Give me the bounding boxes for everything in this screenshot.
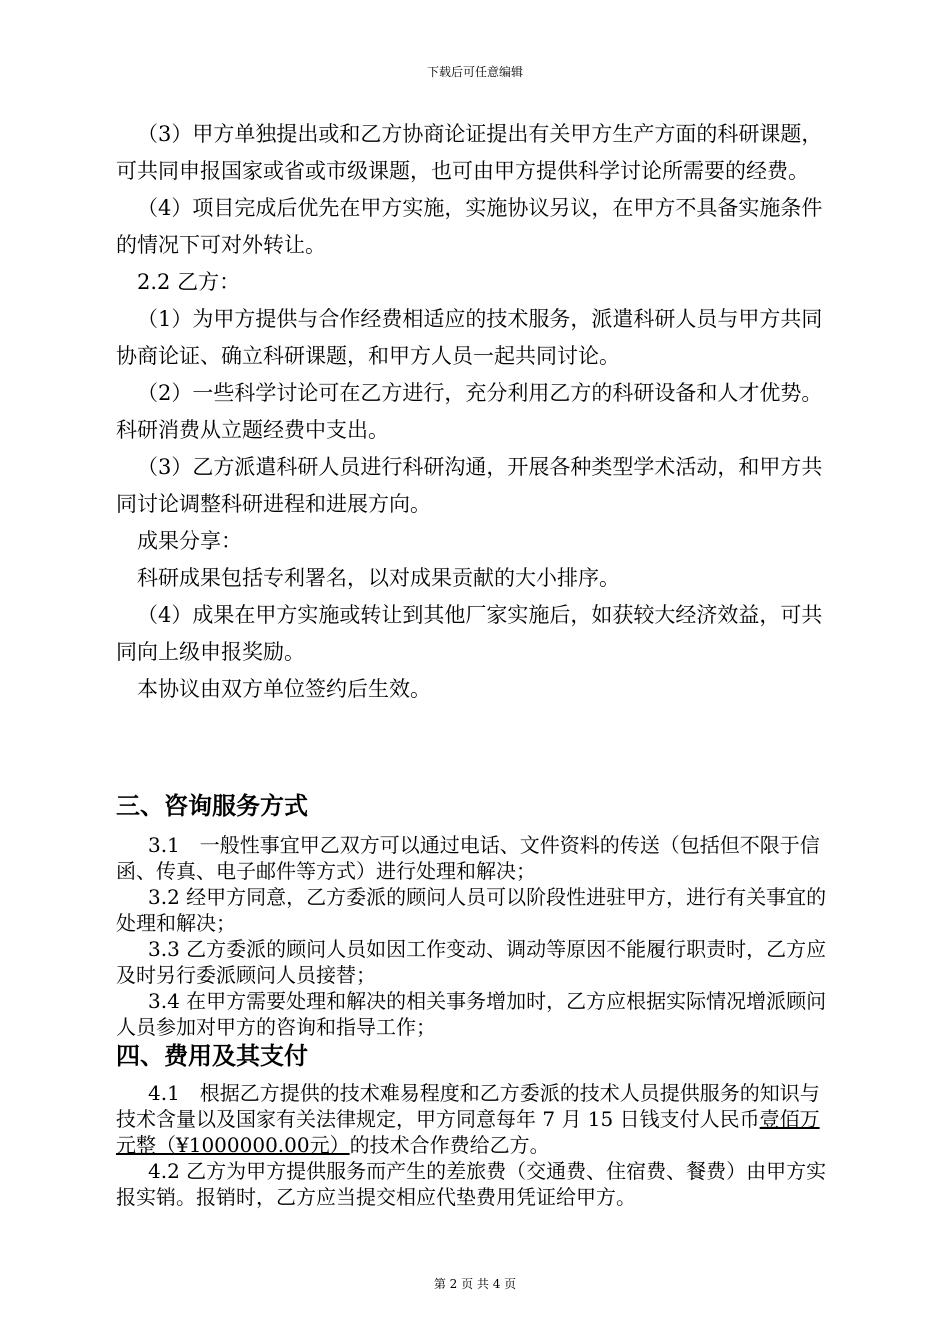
section-3-title: 三、咨询服务方式 bbox=[116, 792, 308, 820]
paragraph-effective: 本协议由双方单位签约后生效。 bbox=[137, 677, 431, 701]
paragraph-4-1-tail: 的技术合作费给乙方。 bbox=[349, 1133, 550, 1157]
paragraph-4-1 bbox=[116, 1080, 836, 1158]
section-2-continued bbox=[116, 116, 836, 708]
section-4-title: 四、费用及其支付 bbox=[116, 1042, 308, 1070]
paragraph-3-4: 3.4 在甲方需要处理和解决的相关事务增加时，乙方应根据实际情况增派顾问人员参加对甲方的咨询和指导工作； bbox=[116, 989, 827, 1039]
section-4-body bbox=[116, 1080, 836, 1210]
subheading-results-sharing: 成果分享： bbox=[137, 529, 242, 553]
paragraph-2-1-3: （3）甲方单独提出或和乙方协商论证提出有关甲方生产方面的科研课题，可共同申报国家或省或市级课题，也可由甲方提供科学讨论所需要的经费。 bbox=[116, 122, 823, 183]
paragraph-3-1: 3.1 一般性事宜甲乙双方可以通过电话、文件资料的传送（包括但不限于信函、传真、电子邮件等方式）进行处理和解决； bbox=[116, 833, 820, 883]
paragraph-4-2: 4.2 乙方为甲方提供服务而产生的差旅费（交通费、住宿费、餐费）由甲方实报实销。报销时，乙方应当提交相应代垫费用凭证给甲方。 bbox=[116, 1159, 827, 1209]
paragraph-2-2-3: （3）乙方派遣科研人员进行科研沟通，开展各种类型学术活动，和甲方共同讨论调整科研进程和进展方向。 bbox=[116, 455, 823, 516]
paragraph-2-1-4: （4）项目完成后优先在甲方实施，实施协议另议，在甲方不具备实施条件的情况下可对外转让。 bbox=[116, 196, 823, 257]
paragraph-2-2-1: （1）为甲方提供与合作经费相适应的技术服务，派遣科研人员与甲方共同协商论证、确立科研课题，和甲方人员一起共同讨论。 bbox=[116, 307, 823, 368]
paragraph-2-2-4: （4）成果在甲方实施或转让到其他厂家实施后，如获较大经济效益，可共同向上级申报奖励。 bbox=[116, 603, 823, 664]
subheading-2-2: 2.2 乙方： bbox=[137, 270, 241, 294]
paragraph-3-3: 3.3 乙方委派的顾问人员如因工作变动、调动等原因不能履行职责时，乙方应及时另行委派顾问人员接替； bbox=[116, 937, 827, 987]
paragraph-2-2-2: （2）一些科学讨论可在乙方进行，充分利用乙方的科研设备和人才优势。科研消费从立题经费中支出。 bbox=[116, 381, 823, 442]
fee-amount: 壹佰万元整（¥1000000.00元） bbox=[116, 1107, 820, 1157]
section-3-body bbox=[116, 832, 836, 1040]
paragraph-results-authorship: 科研成果包括专利署名，以对成果贡献的大小排序。 bbox=[137, 566, 620, 590]
page-footer: 第 2 页 共 4 页 bbox=[433, 1277, 517, 1291]
paragraph-3-2: 3.2 经甲方同意，乙方委派的顾问人员可以阶段性进驻甲方，进行有关事宜的处理和解决； bbox=[116, 885, 827, 935]
paragraph-4-1-text: 4.1 根据乙方提供的技术难易程度和乙方委派的技术人员提供服务的知识与技术含量以及国家有关法律规定，甲方同意每年 7 月 15 日钱支付人民币 bbox=[116, 1081, 820, 1131]
page-header: 下载后可任意编辑 bbox=[426, 65, 523, 79]
